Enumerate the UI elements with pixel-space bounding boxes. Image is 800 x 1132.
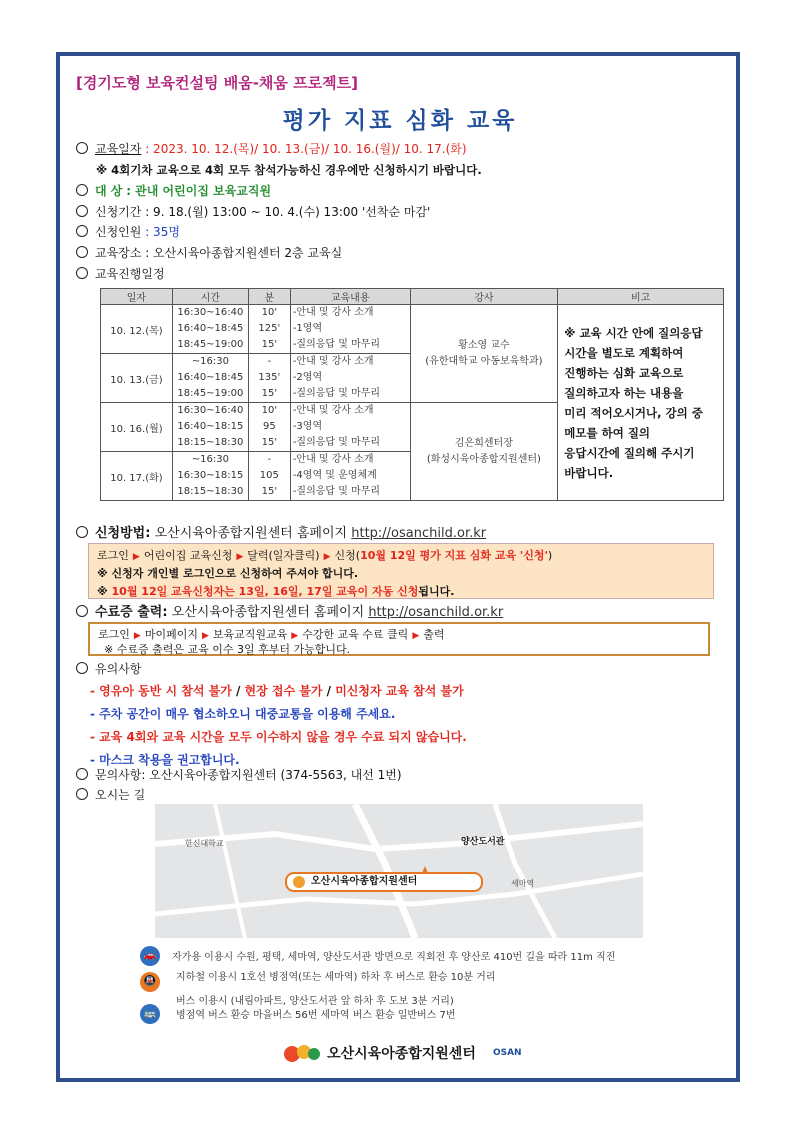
center-logo-icon xyxy=(293,876,305,888)
note2-suffix: 됩니다. xyxy=(418,585,455,598)
row-contents: -안내 및 강사 소개 -4영역 및 운영체계 -질의응답 및 마무리 xyxy=(290,452,410,501)
bullet-circle-icon xyxy=(76,267,88,279)
footer-org-name: 오산시육아종합지원센터 xyxy=(327,1046,476,1062)
row-date: 10. 12.(목) xyxy=(101,305,173,354)
col-header-date: 일자 xyxy=(101,289,173,305)
contact-text: 문의사항: 오산시육아종합지원센터 (374-5563, 내선 1번) xyxy=(95,768,402,782)
step-edu-apply: 어린이집 교육신청 xyxy=(143,549,233,562)
count-label: 신청인원 xyxy=(95,225,142,239)
apply-label: 신청방법: xyxy=(95,526,151,541)
instructor-cell-2: 김은희센터장 (화성시육아종합지원센터) xyxy=(410,403,558,501)
target-value: : 관내 어린이집 보육교직원 xyxy=(126,184,272,198)
date-note: ※ 4회기차 교육으로 4회 모두 참석가능하신 경우에만 신청하시기 바랍니다. xyxy=(96,163,482,177)
arrow-right-icon: ▶ xyxy=(201,631,209,641)
map-roads xyxy=(155,804,643,938)
notice-item-1 xyxy=(90,682,464,699)
apply-site: 오산시육아종합지원센터 홈페이지 xyxy=(154,526,348,541)
bullet-circle-icon xyxy=(76,225,88,237)
table-row xyxy=(101,305,724,354)
date-value: : 2023. 10. 12.(목)/ 10. 13.(금)/ 10. 16.(월)/ 10. 17.(화) xyxy=(145,142,467,156)
remark-cell: ※ 교육 시간 안에 질의응답 시간을 별도로 계획하여 진행하는 심화 교육으로 질의하고자 하는 내용을 미리 적어오시거나, 강의 중 메모를 하여 질의 응답시간에 질의해 주시기 바랍니다. xyxy=(558,305,724,501)
step-click-complete: 수강한 교육 수료 클릭 xyxy=(302,628,409,641)
apply-steps-box xyxy=(88,543,714,599)
notice-1a: - 영유아 동반 시 참석 불가 xyxy=(90,684,232,698)
bus-directions-1: 버스 이용시 (내림아파트, 양산도서관 앞 하차 후 도보 3분 거리) xyxy=(176,996,454,1007)
notice-item-4: - 마스크 착용을 권고합니다. xyxy=(90,753,240,767)
target-label: 대 상 xyxy=(95,184,123,198)
bus-directions-2: 병점역 버스 환승 마을버스 56번 세마역 버스 환승 일반버스 7번 xyxy=(176,1010,456,1021)
bullet-circle-icon xyxy=(76,768,88,780)
row-contents: -안내 및 강사 소개 -1영역 -질의응답 및 마무리 xyxy=(290,305,410,354)
subway-icon: 🚇 xyxy=(140,972,160,992)
arrow-right-icon: ▶ xyxy=(412,631,420,641)
step-staff-edu: 보육교직원교육 xyxy=(212,628,288,641)
note2-prefix: ※ xyxy=(97,585,112,598)
row-mins: 10' 125' 15' xyxy=(248,305,290,354)
schedule-table xyxy=(100,288,724,501)
cert-steps xyxy=(98,626,445,642)
instructor-cell-1: 황소영 교수 (유한대학교 아동보육학과) xyxy=(410,305,558,403)
period-label: 신청기간 xyxy=(95,205,142,219)
bullet-circle-icon xyxy=(76,662,88,674)
cert-url-link[interactable]: http://osanchild.or.kr xyxy=(368,605,504,620)
col-header-instructor: 강사 xyxy=(410,289,558,305)
subway-directions: 지하철 이용시 1호선 병점역(또는 세마역) 하차 후 버스로 환승 10분 거리 xyxy=(176,972,496,983)
cert-label: 수료증 출력: xyxy=(95,605,168,620)
col-header-min: 분 xyxy=(248,289,290,305)
apply-note-2 xyxy=(97,583,454,599)
cert-site: 오산시육아종합지원센터 홈페이지 xyxy=(171,605,365,620)
apply-url-link[interactable]: http://osanchild.or.kr xyxy=(351,526,487,541)
notice-item-3: - 교육 4회와 교육 시간을 모두 이수하지 않을 경우 수료 되지 않습니다. xyxy=(90,730,467,744)
cert-note: ※ 수료증 출력은 교육 이수 3일 후부터 가능합니다. xyxy=(104,643,351,656)
place-line xyxy=(76,244,342,261)
target-line xyxy=(76,182,271,199)
arrow-right-icon: ▶ xyxy=(236,552,244,562)
col-header-content: 교육내용 xyxy=(290,289,410,305)
map-label-sema: 세마역 xyxy=(511,879,535,888)
row-mins: - 105 15' xyxy=(248,452,290,501)
osan-city-logo: OSAN xyxy=(492,1048,522,1058)
arrow-right-icon: ▶ xyxy=(133,631,141,641)
step-mypage: 마이페이지 xyxy=(144,628,198,641)
footer-logo xyxy=(282,1040,522,1066)
apply-note-1: ※ 신청자 개인별 로그인으로 신청하여 주셔야 합니다. xyxy=(97,567,358,580)
schedule-label: 교육진행일정 xyxy=(95,267,165,281)
step-highlight: 10월 12일 평가 지표 심화 교육 '신청' xyxy=(360,549,548,562)
bullet-circle-icon xyxy=(76,246,88,258)
bullet-circle-icon xyxy=(76,205,88,217)
row-mins: - 135' 15' xyxy=(248,354,290,403)
apply-line xyxy=(76,522,486,541)
col-header-time: 시간 xyxy=(172,289,248,305)
apply-steps xyxy=(97,547,552,563)
notice-sep: / xyxy=(322,684,336,698)
bus-icon: 🚌 xyxy=(140,1004,160,1024)
notice-1b: 현장 접수 불가 xyxy=(244,684,323,698)
notice-sep: / xyxy=(231,684,245,698)
center-logo-icon xyxy=(282,1040,322,1066)
note2-highlight: 10월 12일 교육신청자는 13일, 16일, 17일 교육이 자동 신청 xyxy=(111,585,419,598)
period-line xyxy=(76,203,430,220)
bullet-circle-icon xyxy=(76,142,88,154)
page-title: 평가 지표 심화 교육 xyxy=(282,108,518,134)
step-print: 출력 xyxy=(423,628,445,641)
step-calendar: 달력(일자클릭) xyxy=(247,549,320,562)
car-directions: 자가용 이용시 수원, 평택, 세마역, 양산도서관 방면으로 직회전 후 양산로 410번 길을 따라 11m 직진 xyxy=(172,952,616,963)
directions-label: 오시는 길 xyxy=(95,788,146,802)
bullet-circle-icon xyxy=(76,526,88,538)
place-value: : 오산시육아종합지원센터 2층 교육실 xyxy=(145,246,343,260)
date-label: 교육일자 xyxy=(95,142,142,156)
arrow-right-icon: ▶ xyxy=(291,631,299,641)
period-value: : 9. 18.(월) 13:00 ~ 10. 4.(수) 13:00 '선착순 마감' xyxy=(145,205,431,219)
row-times: 16:30~16:40 16:40~18:15 18:15~18:30 xyxy=(172,403,248,452)
cert-steps-box xyxy=(88,622,710,656)
map-center-label xyxy=(285,872,483,892)
notice-line xyxy=(76,660,141,677)
bullet-circle-icon xyxy=(76,184,88,196)
bullet-circle-icon xyxy=(76,605,88,617)
row-date: 10. 17.(화) xyxy=(101,452,173,501)
cert-line xyxy=(76,601,503,620)
row-contents: -안내 및 강사 소개 -2영역 -질의응답 및 마무리 xyxy=(290,354,410,403)
map-label-hanshin: 한신대학교 xyxy=(185,839,224,848)
row-date: 10. 16.(월) xyxy=(101,403,173,452)
car-icon: 🚗 xyxy=(140,946,160,966)
step-login: 로그인 xyxy=(98,628,130,641)
count-line xyxy=(76,223,180,240)
contact-line xyxy=(76,766,402,783)
directions-line xyxy=(76,786,145,803)
project-tag: [경기도형 보육컨설팅 배움-채움 프로젝트] xyxy=(76,74,358,92)
schedule-line xyxy=(76,265,165,282)
table-header-row xyxy=(101,289,724,305)
place-label: 교육장소 xyxy=(95,246,142,260)
map-label-center: 오산시육아종합지원센터 xyxy=(311,876,418,887)
arrow-right-icon: ▶ xyxy=(323,552,331,562)
arrow-right-icon: ▶ xyxy=(132,552,140,562)
row-times: ~16:30 16:30~18:15 18:15~18:30 xyxy=(172,452,248,501)
row-date: 10. 13.(금) xyxy=(101,354,173,403)
notice-label: 유의사항 xyxy=(95,662,142,676)
row-times: ~16:30 16:40~18:45 18:45~19:00 xyxy=(172,354,248,403)
bullet-circle-icon xyxy=(76,788,88,800)
row-contents: -안내 및 강사 소개 -3영역 -질의응답 및 마무리 xyxy=(290,403,410,452)
row-times: 16:30~16:40 16:40~18:45 18:45~19:00 xyxy=(172,305,248,354)
count-value: : 35명 xyxy=(145,225,180,239)
row-mins: 10' 95 15' xyxy=(248,403,290,452)
step-login: 로그인 xyxy=(97,549,129,562)
step-end: ) xyxy=(547,549,553,562)
col-header-remark: 비고 xyxy=(558,289,724,305)
date-line xyxy=(76,140,467,157)
notice-1c: 미신청자 교육 참석 불가 xyxy=(335,684,464,698)
location-map xyxy=(155,804,643,938)
notice-item-2: - 주차 공간이 매우 협소하오니 대중교통을 이용해 주세요. xyxy=(90,707,396,721)
map-label-library: 양산도서관 xyxy=(461,837,505,847)
step-apply: 신청( xyxy=(334,549,361,562)
